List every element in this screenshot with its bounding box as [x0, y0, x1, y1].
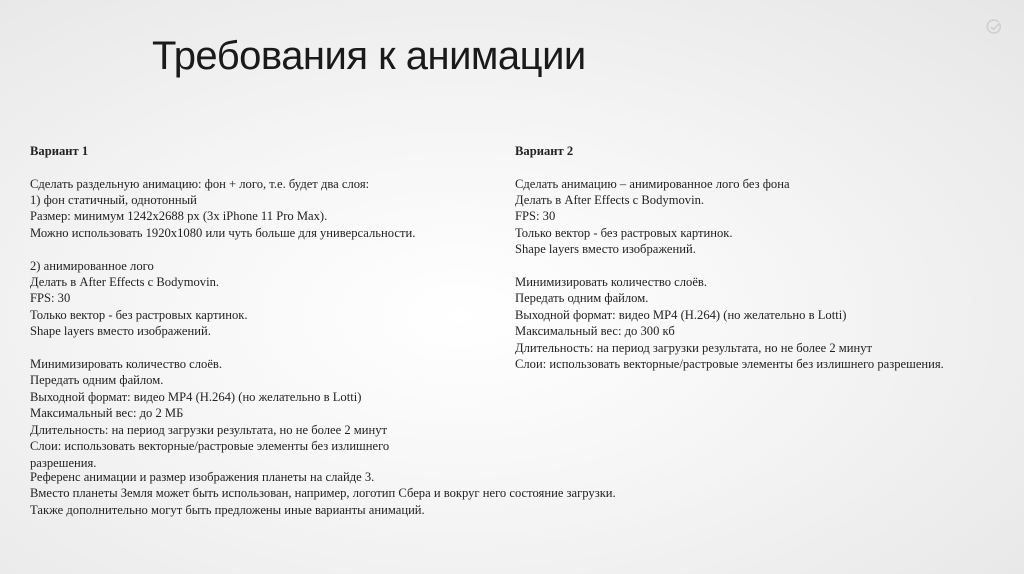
text-line [30, 340, 415, 356]
text-line: Минимизировать количество слоёв. [515, 275, 707, 290]
text-line: Максимальный вес: до 300 кб [515, 324, 675, 339]
text-line [515, 258, 944, 274]
variant-1-block [30, 110, 415, 471]
text-line: Вместо планеты Земля может быть использован, например, логотип Сбера и вокруг него состояние загрузки. [30, 486, 616, 501]
text-line: разрешения. [30, 455, 97, 470]
text-line: Длительность: на период загрузки результата, но не более 2 минут [515, 340, 873, 355]
variant-1-heading: Вариант 1 [30, 143, 89, 158]
text-line: Делать в After Effects с Bodymovin. [515, 193, 705, 208]
text-line: Размер: минимум 1242x2688 px (3x iPhone 11 Pro Max). [30, 209, 328, 224]
text-line: Можно использовать 1920x1080 или чуть больше для универсальности. [30, 225, 416, 240]
text-line: Выходной формат: видео MP4 (H.264) (но желательно в Lotti) [30, 389, 362, 404]
footer-notes [30, 469, 616, 518]
sber-logo-icon [986, 19, 1002, 35]
text-line: Длительность: на период загрузки результата, но не более 2 минут [30, 422, 388, 437]
text-line: Максимальный вес: до 2 МБ [30, 406, 184, 421]
text-line: Shape layers вместо изображений. [515, 242, 696, 257]
text-line: Делать в After Effects с Bodymovin. [30, 275, 220, 290]
text-line: Слои: использовать векторные/растровые элементы без излишнего [30, 439, 390, 454]
text-line: 1) фон статичный, однотонный [30, 193, 197, 208]
text-line: FPS: 30 [515, 209, 556, 224]
text-line: Только вектор - без растровых картинок. [30, 307, 248, 322]
text-line: Также дополнительно могут быть предложены иные варианты анимаций. [30, 502, 425, 517]
text-line: Минимизировать количество слоёв. [30, 357, 222, 372]
text-line: Сделать анимацию – анимированное лого без фона [515, 176, 790, 191]
text-line: Референс анимации и размер изображения планеты на слайде 3. [30, 470, 375, 484]
text-line: 2) анимированное лого [30, 258, 154, 273]
text-line: Выходной формат: видео MP4 (H.264) (но желательно в Lotti) [515, 307, 847, 322]
text-line: Shape layers вместо изображений. [30, 324, 211, 339]
slide-title: Требования к анимации [152, 34, 586, 78]
variant-2-block [515, 110, 944, 372]
text-line: Сделать раздельную анимацию: фон + лого, т.е. будет два слоя: [30, 176, 370, 191]
text-line [30, 241, 415, 257]
text-line: Только вектор - без растровых картинок. [515, 225, 733, 240]
variant-2-heading: Вариант 2 [515, 143, 574, 158]
text-line: FPS: 30 [30, 291, 71, 306]
text-line: Передать одним файлом. [515, 291, 649, 306]
text-line: Передать одним файлом. [30, 373, 164, 388]
text-line: Слои: использовать векторные/растровые элементы без излишнего разрешения. [515, 357, 944, 372]
